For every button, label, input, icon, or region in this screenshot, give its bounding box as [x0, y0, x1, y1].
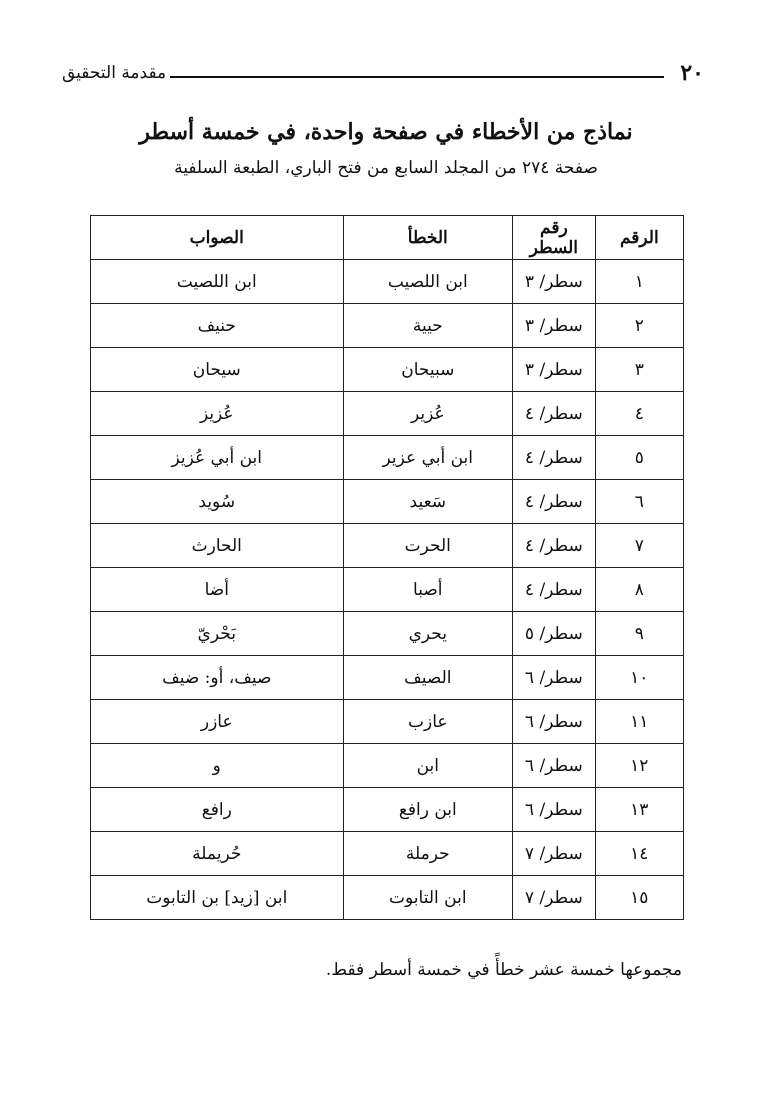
cell-line: سطر/ ٦	[513, 700, 596, 744]
cell-number: ١٤	[595, 832, 683, 876]
cell-wrong: عازب	[343, 700, 513, 744]
cell-correct: أضا	[91, 568, 344, 612]
cell-number: ٢	[595, 304, 683, 348]
table-row	[91, 436, 684, 480]
cell-wrong: ابن رافع	[343, 788, 513, 832]
cell-correct: عازر	[91, 700, 344, 744]
table-body	[91, 260, 684, 920]
cell-line: سطر/ ٧	[513, 832, 596, 876]
cell-number: ١٥	[595, 876, 683, 920]
table-row	[91, 260, 684, 304]
header-number: الرقم	[595, 216, 683, 260]
cell-line: سطر/ ٣	[513, 304, 596, 348]
cell-correct: بَحْريّ	[91, 612, 344, 656]
cell-number: ١٠	[595, 656, 683, 700]
cell-correct: رافع	[91, 788, 344, 832]
table-row	[91, 524, 684, 568]
cell-line: سطر/ ٤	[513, 524, 596, 568]
table-row	[91, 876, 684, 920]
cell-line: سطر/ ٧	[513, 876, 596, 920]
cell-wrong: حيية	[343, 304, 513, 348]
table-row	[91, 832, 684, 876]
header-wrong: الخطأ	[343, 216, 513, 260]
cell-wrong: ابن أبي عزير	[343, 436, 513, 480]
cell-wrong: أصبا	[343, 568, 513, 612]
table-row	[91, 480, 684, 524]
cell-line: سطر/ ٦	[513, 656, 596, 700]
running-head: مقدمة التحقيق	[62, 63, 167, 83]
cell-line: سطر/ ٤	[513, 436, 596, 480]
cell-line: سطر/ ٥	[513, 612, 596, 656]
cell-correct: سيحان	[91, 348, 344, 392]
cell-wrong: عُزير	[343, 392, 513, 436]
cell-wrong: ابن التابوت	[343, 876, 513, 920]
cell-number: ٤	[595, 392, 683, 436]
cell-correct: حُريملة	[91, 832, 344, 876]
cell-line: سطر/ ٣	[513, 260, 596, 304]
cell-correct: ابن [زيد] بن التابوت	[91, 876, 344, 920]
cell-number: ١٢	[595, 744, 683, 788]
cell-correct: ابن اللصيت	[91, 260, 344, 304]
cell-wrong: حرملة	[343, 832, 513, 876]
page-title: نماذج من الأخطاء في صفحة واحدة، في خمسة أسطر	[139, 119, 633, 145]
errors-table	[90, 215, 684, 920]
cell-line: سطر/ ٤	[513, 392, 596, 436]
cell-wrong: سبيحان	[343, 348, 513, 392]
cell-number: ٩	[595, 612, 683, 656]
cell-correct: عُزيز	[91, 392, 344, 436]
cell-correct: صيف، أو: ضيف	[91, 656, 344, 700]
cell-correct: سُويد	[91, 480, 344, 524]
cell-wrong: الصيف	[343, 656, 513, 700]
cell-correct: و	[91, 744, 344, 788]
cell-number: ٣	[595, 348, 683, 392]
cell-wrong: ابن	[343, 744, 513, 788]
cell-number: ٨	[595, 568, 683, 612]
cell-number: ١	[595, 260, 683, 304]
cell-correct: ابن أبي عُزيز	[91, 436, 344, 480]
table-row	[91, 568, 684, 612]
table-row	[91, 348, 684, 392]
cell-number: ٥	[595, 436, 683, 480]
table-header-row	[91, 216, 684, 260]
cell-line: سطر/ ٤	[513, 568, 596, 612]
table-row	[91, 612, 684, 656]
cell-correct: حنيف	[91, 304, 344, 348]
cell-correct: الحارث	[91, 524, 344, 568]
page-header	[62, 58, 704, 88]
header-rule	[170, 76, 664, 78]
table-row	[91, 788, 684, 832]
table-row	[91, 304, 684, 348]
cell-line: سطر/ ٣	[513, 348, 596, 392]
table-row	[91, 744, 684, 788]
page-number: ٢٠	[680, 60, 704, 86]
cell-wrong: الحرت	[343, 524, 513, 568]
header-line: رقم السطر	[513, 216, 596, 260]
page-subtitle: صفحة ٢٧٤ من المجلد السابع من فتح الباري، الطبعة السلفية	[174, 158, 598, 178]
table-row	[91, 392, 684, 436]
cell-line: سطر/ ٦	[513, 788, 596, 832]
cell-number: ١٣	[595, 788, 683, 832]
cell-wrong: يحري	[343, 612, 513, 656]
cell-wrong: سَعيد	[343, 480, 513, 524]
header-correct: الصواب	[91, 216, 344, 260]
cell-number: ٦	[595, 480, 683, 524]
cell-number: ١١	[595, 700, 683, 744]
cell-line: سطر/ ٤	[513, 480, 596, 524]
cell-wrong: ابن اللصيب	[343, 260, 513, 304]
table-row	[91, 700, 684, 744]
table-head	[91, 216, 684, 260]
cell-line: سطر/ ٦	[513, 744, 596, 788]
summary-text: مجموعها خمسة عشر خطأً في خمسة أسطر فقط.	[325, 960, 682, 980]
cell-number: ٧	[595, 524, 683, 568]
table-row	[91, 656, 684, 700]
